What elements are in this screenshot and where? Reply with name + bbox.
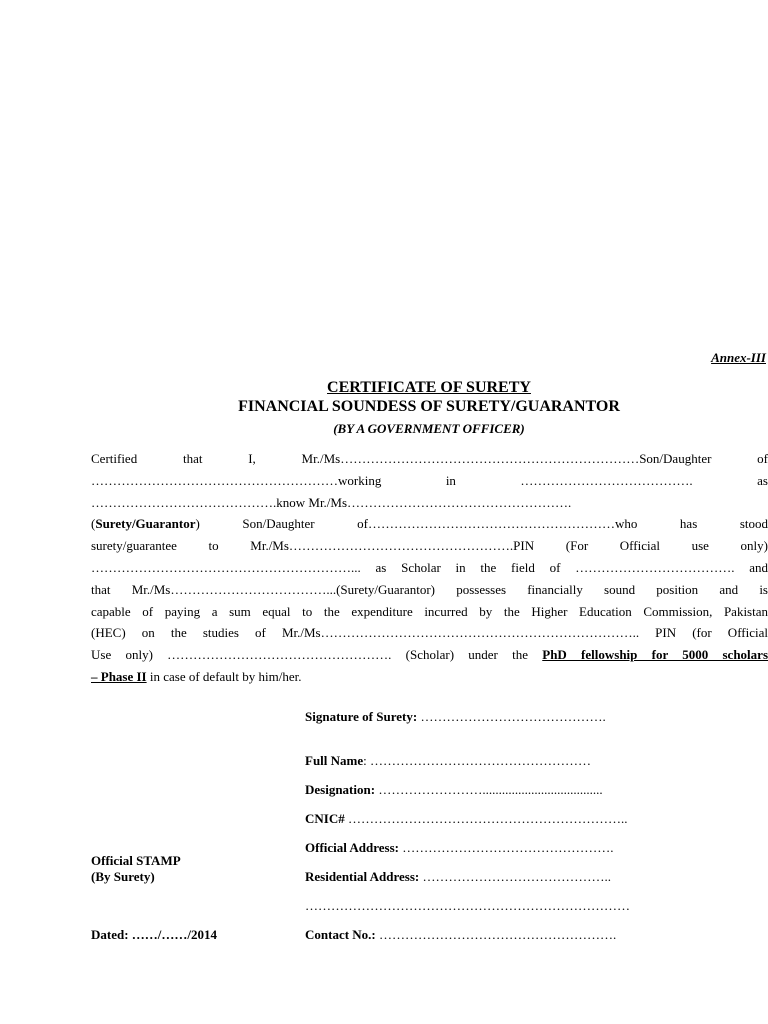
body-text: ) Son/Daughter of…………………………………………………who has stood <box>195 516 768 532</box>
residential-address-blank: …………………………………….. <box>419 869 611 884</box>
continuation-blank: ………………………………………………………………… <box>305 898 630 913</box>
fullname-blank: : …………………………………………… <box>363 753 592 768</box>
contact-label: Contact No.: <box>305 927 376 942</box>
cnic-label: CNIC# <box>305 811 345 826</box>
fellowship-phase: – Phase II <box>91 668 147 684</box>
body-line: …………………………………………………working in …………………………………. as <box>91 472 768 488</box>
body-line: surety/guarantee to Mr./Ms…………………………………………….PIN (For Official use only) <box>91 538 768 554</box>
body-line: (HEC) on the studies of Mr./Ms……………………………………………………………….. PIN (for Official <box>91 625 768 641</box>
fullname-label: Full Name <box>305 753 364 768</box>
body-line <box>91 513 768 535</box>
official-address-field <box>305 840 614 856</box>
body-line: …………………………………….know Mr./Ms……………………………………………. <box>91 494 572 510</box>
annex-label: Annex-III <box>711 350 766 365</box>
body-line: ……………………………………………………... as Scholar in the field of ………………………………. and <box>91 559 768 575</box>
signature-field <box>305 709 606 725</box>
stamp-by-surety: (By Surety) <box>91 869 155 884</box>
body-line: capable of paying a sum equal to the expenditure incurred by the Higher Education Commission, Pakistan <box>91 603 768 619</box>
designation-label: Designation: <box>305 782 376 797</box>
stamp-label: Official STAMP <box>91 853 181 868</box>
body-line: that Mr./Ms………………………………...(Surety/Guarantor) possesses financially sound position and is <box>91 581 768 597</box>
cnic-blank: ……………………………………………………….. <box>344 811 628 826</box>
dated-field: Dated: ……/……/2014 <box>91 927 218 942</box>
residential-address-continuation <box>305 898 630 914</box>
officer-note: (BY A GOVERNMENT OFFICER) <box>333 421 525 436</box>
contact-field <box>305 927 616 943</box>
signature-blank: ……………………………………. <box>417 709 606 724</box>
fullname-field <box>305 753 591 769</box>
body-text: in case of default by him/her. <box>146 668 302 684</box>
designation-blank: ……………………..................................... <box>375 782 603 797</box>
contact-blank: ………………………………………………. <box>375 927 617 942</box>
residential-address-label: Residential Address: <box>305 869 420 884</box>
official-address-blank: …………………………………………. <box>399 840 614 855</box>
certificate-title: CERTIFICATE OF SURETY <box>327 379 531 396</box>
body-text: Use only) ……………………………………………. (Scholar) under the <box>91 647 543 663</box>
body-text: ( <box>91 516 96 532</box>
body-line: Certified that I, Mr./Ms……………………………………………………………Son/Daughter of <box>91 451 768 466</box>
fellowship-name: PhD fellowship for 5000 scholars <box>542 647 768 663</box>
body-line <box>91 666 768 688</box>
residential-address-field <box>305 869 611 885</box>
official-stamp-area <box>91 853 181 885</box>
cnic-field <box>305 811 627 827</box>
certificate-subtitle: FINANCIAL SOUNDESS OF SURETY/GUARANTOR <box>238 398 620 415</box>
signature-label: Signature of Surety: <box>305 709 418 724</box>
designation-field <box>305 782 603 798</box>
surety-guarantor-bold: Surety/Guarantor <box>95 516 196 532</box>
official-address-label: Official Address: <box>305 840 400 855</box>
body-line <box>91 644 768 666</box>
certificate-body <box>91 448 768 688</box>
